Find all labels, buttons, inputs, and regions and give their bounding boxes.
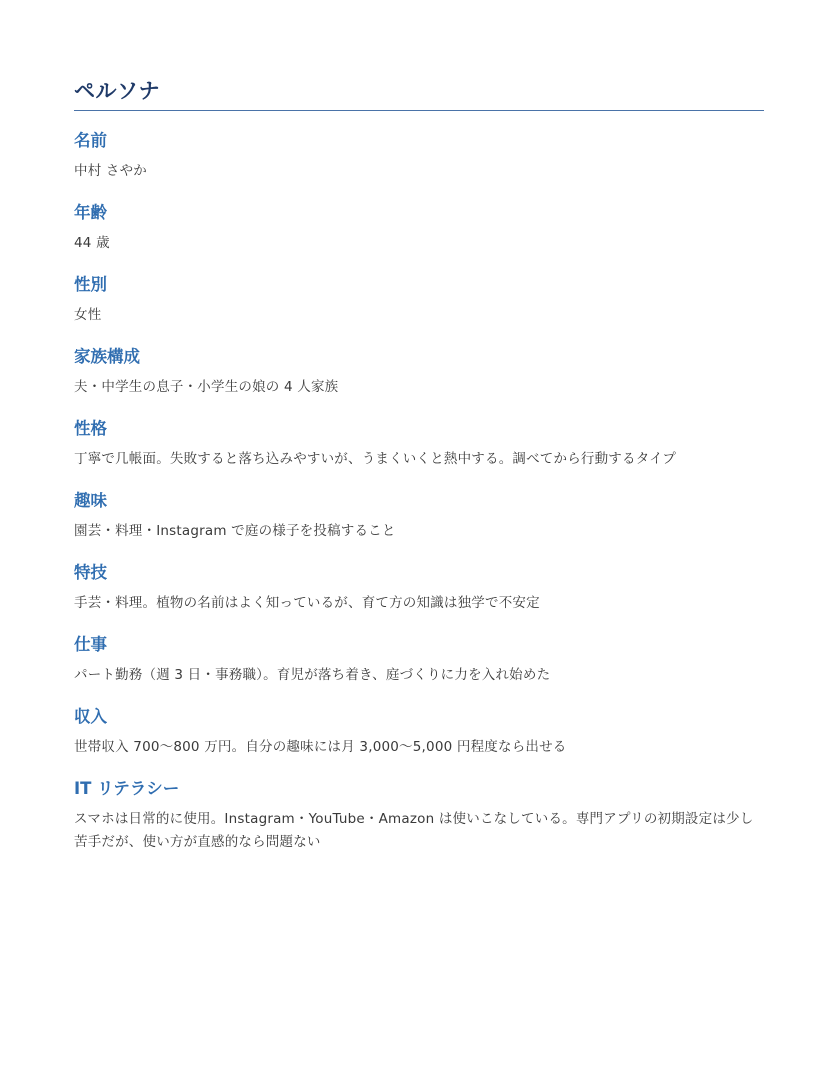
section-family <box>74 346 764 399</box>
section-body: スマホは日常的に使用。Instagram・YouTube・Amazon は使いこなしている。専門アプリの初期設定は少し苦手だが、使い方が直感的なら問題ない <box>74 811 754 850</box>
section-income <box>74 706 764 759</box>
section-heading: 収入 <box>74 707 107 726</box>
section-body: 手芸・料理。植物の名前はよく知っているが、育て方の知識は独学で不安定 <box>74 595 540 611</box>
section-job <box>74 634 764 687</box>
document-page <box>74 0 764 854</box>
section-body: 丁寧で几帳面。失敗すると落ち込みやすいが、うまくいくと熱中する。調べてから行動するタイプ <box>74 451 677 467</box>
section-name <box>74 130 764 183</box>
section-body: 世帯収入 700〜800 万円。自分の趣味には月 3,000〜5,000 円程度なら出せる <box>74 739 567 755</box>
section-body: 女性 <box>74 307 102 323</box>
section-body: 園芸・料理・Instagram で庭の様子を投稿すること <box>74 523 396 539</box>
section-personality <box>74 418 764 471</box>
page-title: ペルソナ <box>74 79 160 103</box>
section-heading: 性別 <box>74 275 107 294</box>
section-gender <box>74 274 764 327</box>
section-heading: 年齢 <box>74 203 107 222</box>
section-body: 44 歳 <box>74 235 110 251</box>
section-body: 夫・中学生の息子・小学生の娘の 4 人家族 <box>74 379 339 395</box>
section-heading: 趣味 <box>74 491 107 510</box>
section-heading: 特技 <box>74 563 107 582</box>
section-it-literacy <box>74 778 764 854</box>
section-heading: 名前 <box>74 131 107 150</box>
section-heading: 家族構成 <box>74 347 140 366</box>
persona-sections <box>74 111 764 854</box>
section-body: 中村 さやか <box>74 163 147 179</box>
section-age <box>74 202 764 255</box>
section-skills <box>74 562 764 615</box>
section-heading: 仕事 <box>74 635 107 654</box>
section-heading: IT リテラシー <box>74 779 180 798</box>
section-hobbies <box>74 490 764 543</box>
section-heading: 性格 <box>74 419 107 438</box>
section-body: パート勤務（週 3 日・事務職）。育児が落ち着き、庭づくりに力を入れ始めた <box>74 667 551 683</box>
